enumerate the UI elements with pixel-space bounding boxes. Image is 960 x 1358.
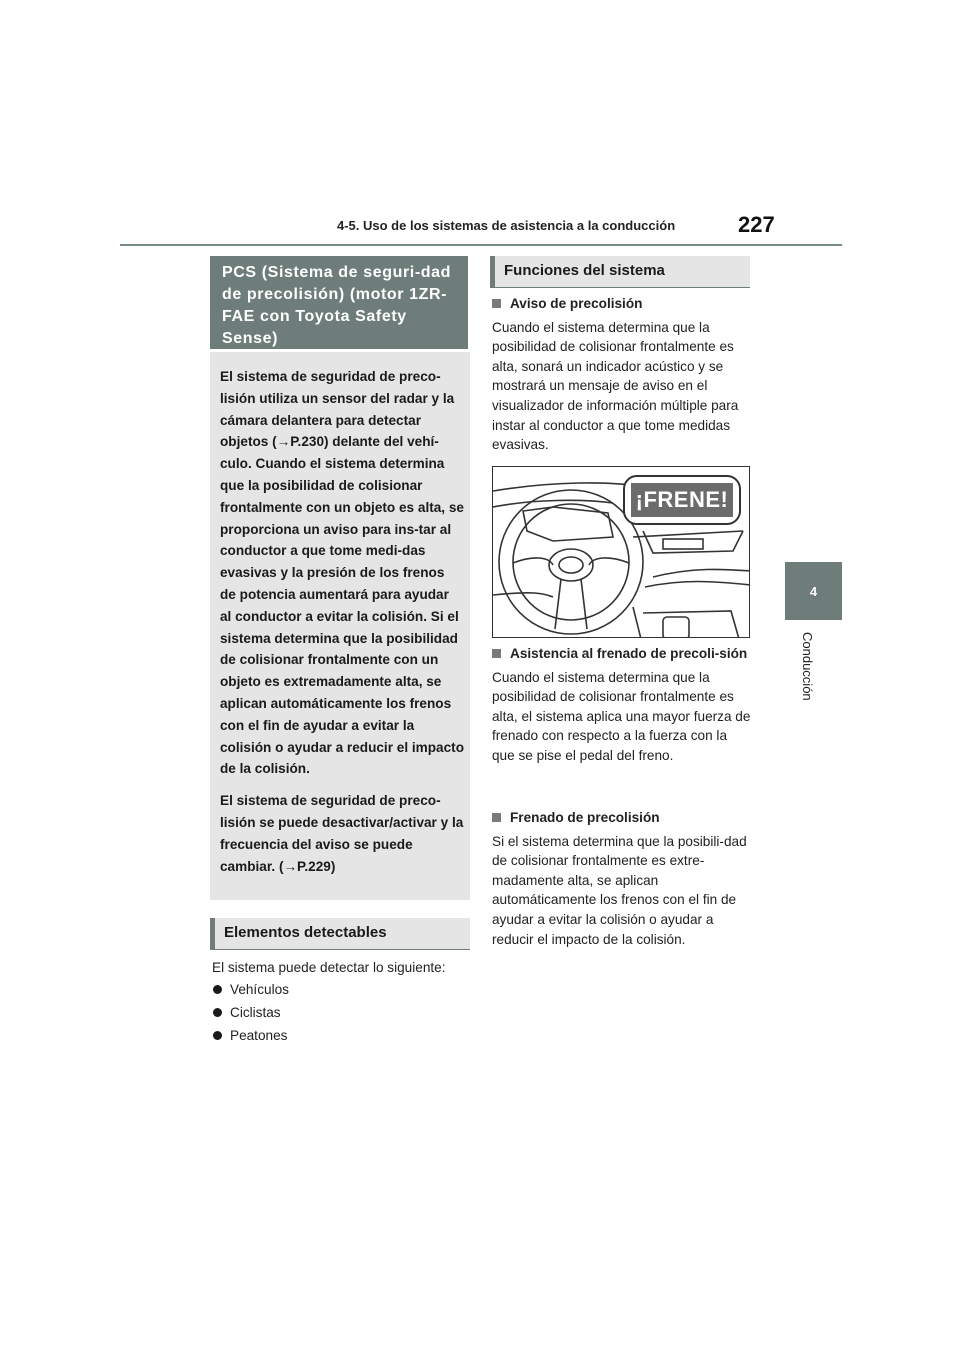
brake-warning-message: ¡FRENE! xyxy=(631,483,733,517)
summary-paragraph: El sistema de seguridad de preco-lisión se puede desactivar/activar y la frecuencia del aviso se puede cambiar. (→P.229) xyxy=(220,793,464,874)
feature-title: Asistencia al frenado de precoli-sión xyxy=(492,644,752,664)
detectables-heading: Elementos detectables xyxy=(210,918,470,950)
header-section-title: 4-5. Uso de los sistemas de asistencia a la conducción xyxy=(337,218,676,233)
header-divider xyxy=(120,244,842,246)
dashboard-illustration xyxy=(492,466,750,638)
section-title-box: PCS (Sistema de seguri-dad de precolisión) (motor 1ZR-FAE con Toyota Safety Sense) xyxy=(210,256,468,349)
warning-bubble xyxy=(623,475,741,525)
detectables-list xyxy=(212,980,289,1049)
summary-box xyxy=(210,352,470,900)
feature-collision-warning xyxy=(492,294,752,455)
feature-title: Frenado de precolisión xyxy=(492,808,752,828)
functions-heading: Funciones del sistema xyxy=(490,256,750,288)
feature-text: Cuando el sistema determina que la posibilidad de colisionar frontalmente es alta, el sistema aplica una mayor fuerza de frenado con respecto a la fuerza con la que se pise el pedal del freno. xyxy=(492,669,751,763)
detectables-intro: El sistema puede detectar lo siguiente: xyxy=(212,960,446,975)
summary-paragraph: El sistema de seguridad de preco-lisión utiliza un sensor del radar y la cámara delantera para detectar objetos (→P.230) delante del vehí-culo. Cuando el sistema determina que la posibilidad de colisionar frontalmente con un objeto es alta, se proporciona un aviso para ins-tar al conductor a que tome medi-das evasivas y la presión de los frenos de potencia aumentará para ayudar al conductor a evitar la colisión. Si el sistema determina que la posibilidad de colisionar frontalmente con un objeto es extremadamente alta, se aplican automáticamente los frenos con el fin de ayudar a evitar la colisión o ayudar a reducir el impacto de la colisión. xyxy=(220,369,465,777)
list-item: Vehículos xyxy=(212,980,289,1000)
page-number: 227 xyxy=(738,212,775,237)
chapter-label: Conducción xyxy=(800,632,815,701)
feature-text: Si el sistema determina que la posibili-dad de colisionar frontalmente es extre-madamente alta, se aplican automáticamente los frenos con el fin de ayudar a evitar la colisión o ayudar a reducir el impacto de la colisión. xyxy=(492,833,747,947)
chapter-tab[interactable]: 4 xyxy=(785,562,842,620)
feature-text: Cuando el sistema determina que la posibilidad de colisionar frontalmente es alta, sonará un indicador acústico y se mostrará un mensaje de aviso en el visualizador de información múltiple para instar al conductor a que tome medidas evasivas. xyxy=(492,319,739,453)
feature-brake-assist xyxy=(492,644,752,766)
feature-title: Aviso de precolisión xyxy=(492,294,752,314)
feature-pre-collision-braking xyxy=(492,808,752,949)
list-item: Peatones xyxy=(212,1026,289,1046)
list-item: Ciclistas xyxy=(212,1003,289,1023)
